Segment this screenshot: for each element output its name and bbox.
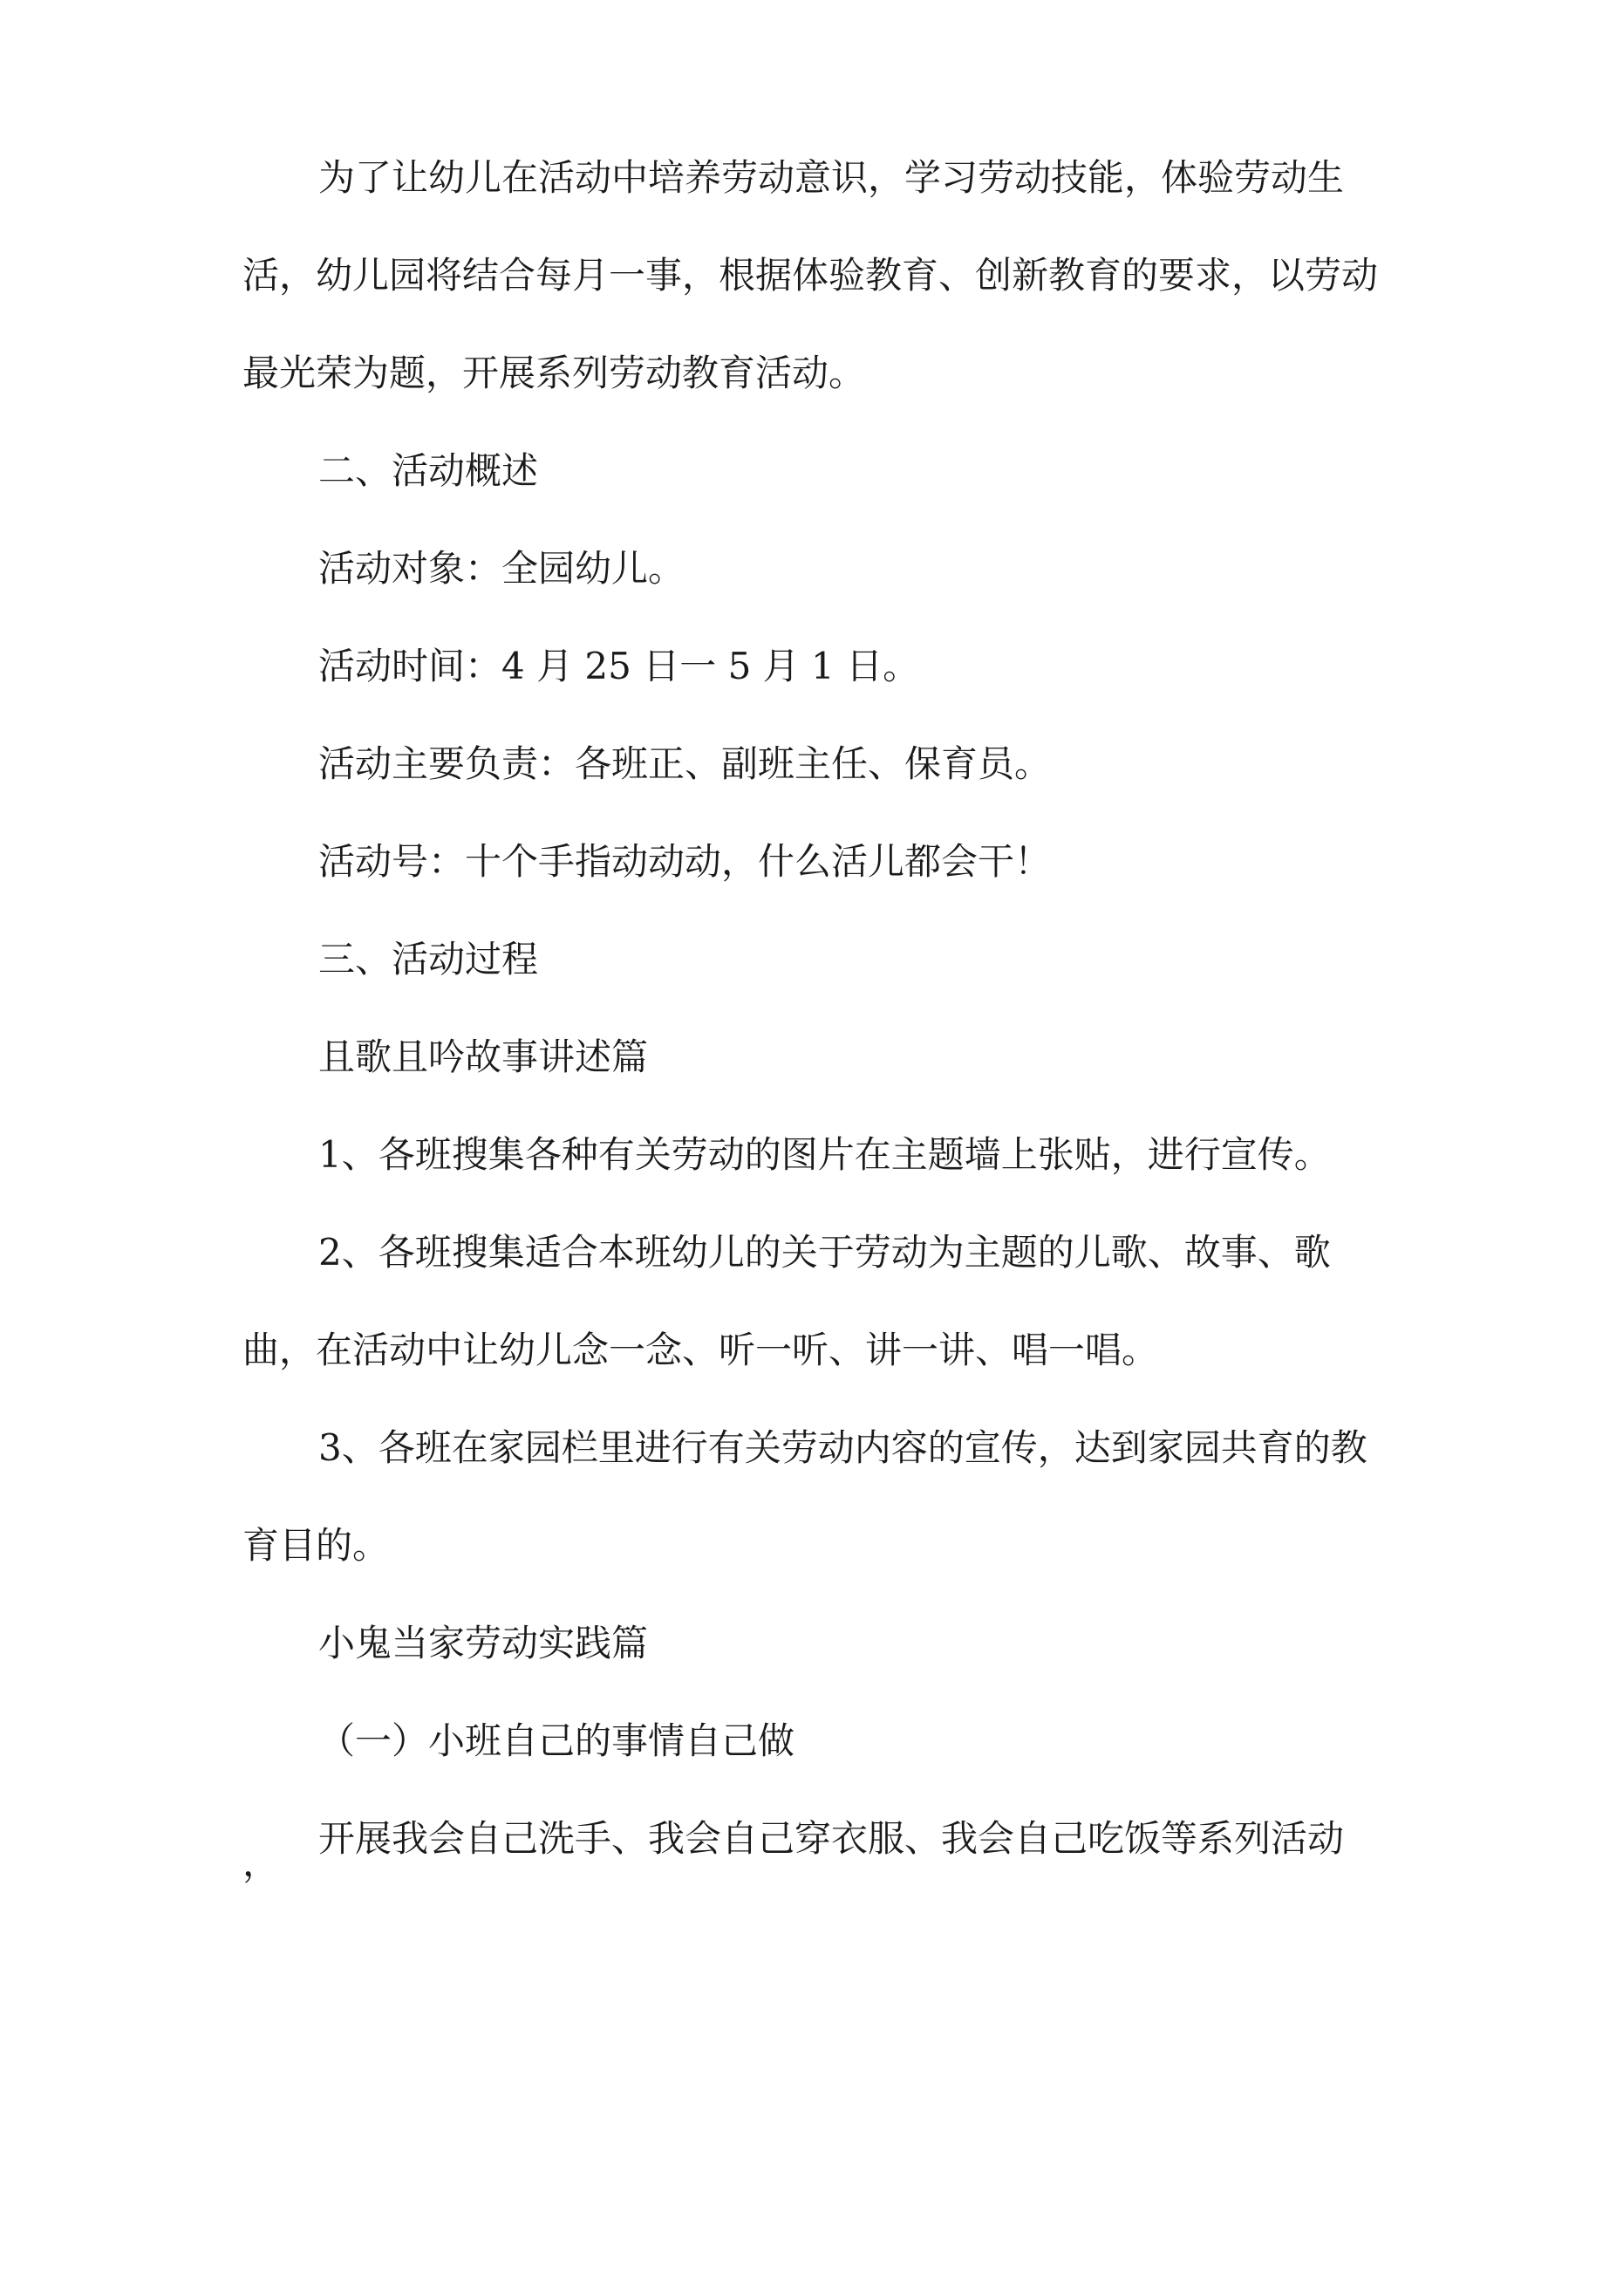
subsection-heading-practice: 小鬼当家劳动实践篇 <box>318 1622 649 1664</box>
list-item-1: 1、各班搜集各种有关劳动的图片在主题墙上张贴，进行宣传。 <box>318 1133 1331 1176</box>
section-heading-overview: 二、活动概述 <box>318 449 539 492</box>
intro-paragraph: 为了让幼儿在活动中培养劳动意识，学习劳动技能，体验劳动生活，幼儿园将结合每月一事，根据体验教育、创新教育的要求，以劳动最光荣为题，开展系列劳动教育活动。 <box>242 156 1379 394</box>
subsection-heading-story: 且歌且吟故事讲述篇 <box>318 1035 649 1078</box>
activity-target: 活动对象：全园幼儿。 <box>318 547 685 590</box>
section-heading-process: 三、活动过程 <box>318 938 539 981</box>
small-class-heading: （一）小班自己的事情自己做 <box>318 1719 795 1762</box>
activity-time: 活动时间：4 月 25 日一 5 月 1 日。 <box>318 645 920 687</box>
trailing-comma: ， <box>242 1842 280 1884</box>
activity-slogan: 活动号：十个手指动动动，什么活儿都会干！ <box>318 840 1052 883</box>
small-class-paragraph: 开展我会自己洗手、我会自己穿衣服、我会自己吃饭等系列活动 <box>318 1817 1345 1860</box>
list-item-3: 3、各班在家园栏里进行有关劳动内容的宣传，达到家园共育的教育目的。 <box>242 1426 1367 1567</box>
list-item-2: 2、各班搜集适合本班幼儿的关于劳动为主题的儿歌、故事、歌曲，在活动中让幼儿念一念、听一听、讲一讲、唱一唱。 <box>242 1231 1331 1371</box>
activity-responsible: 活动主要负责：各班正、副班主任、保育员。 <box>318 742 1052 785</box>
document-body <box>242 129 1381 1889</box>
